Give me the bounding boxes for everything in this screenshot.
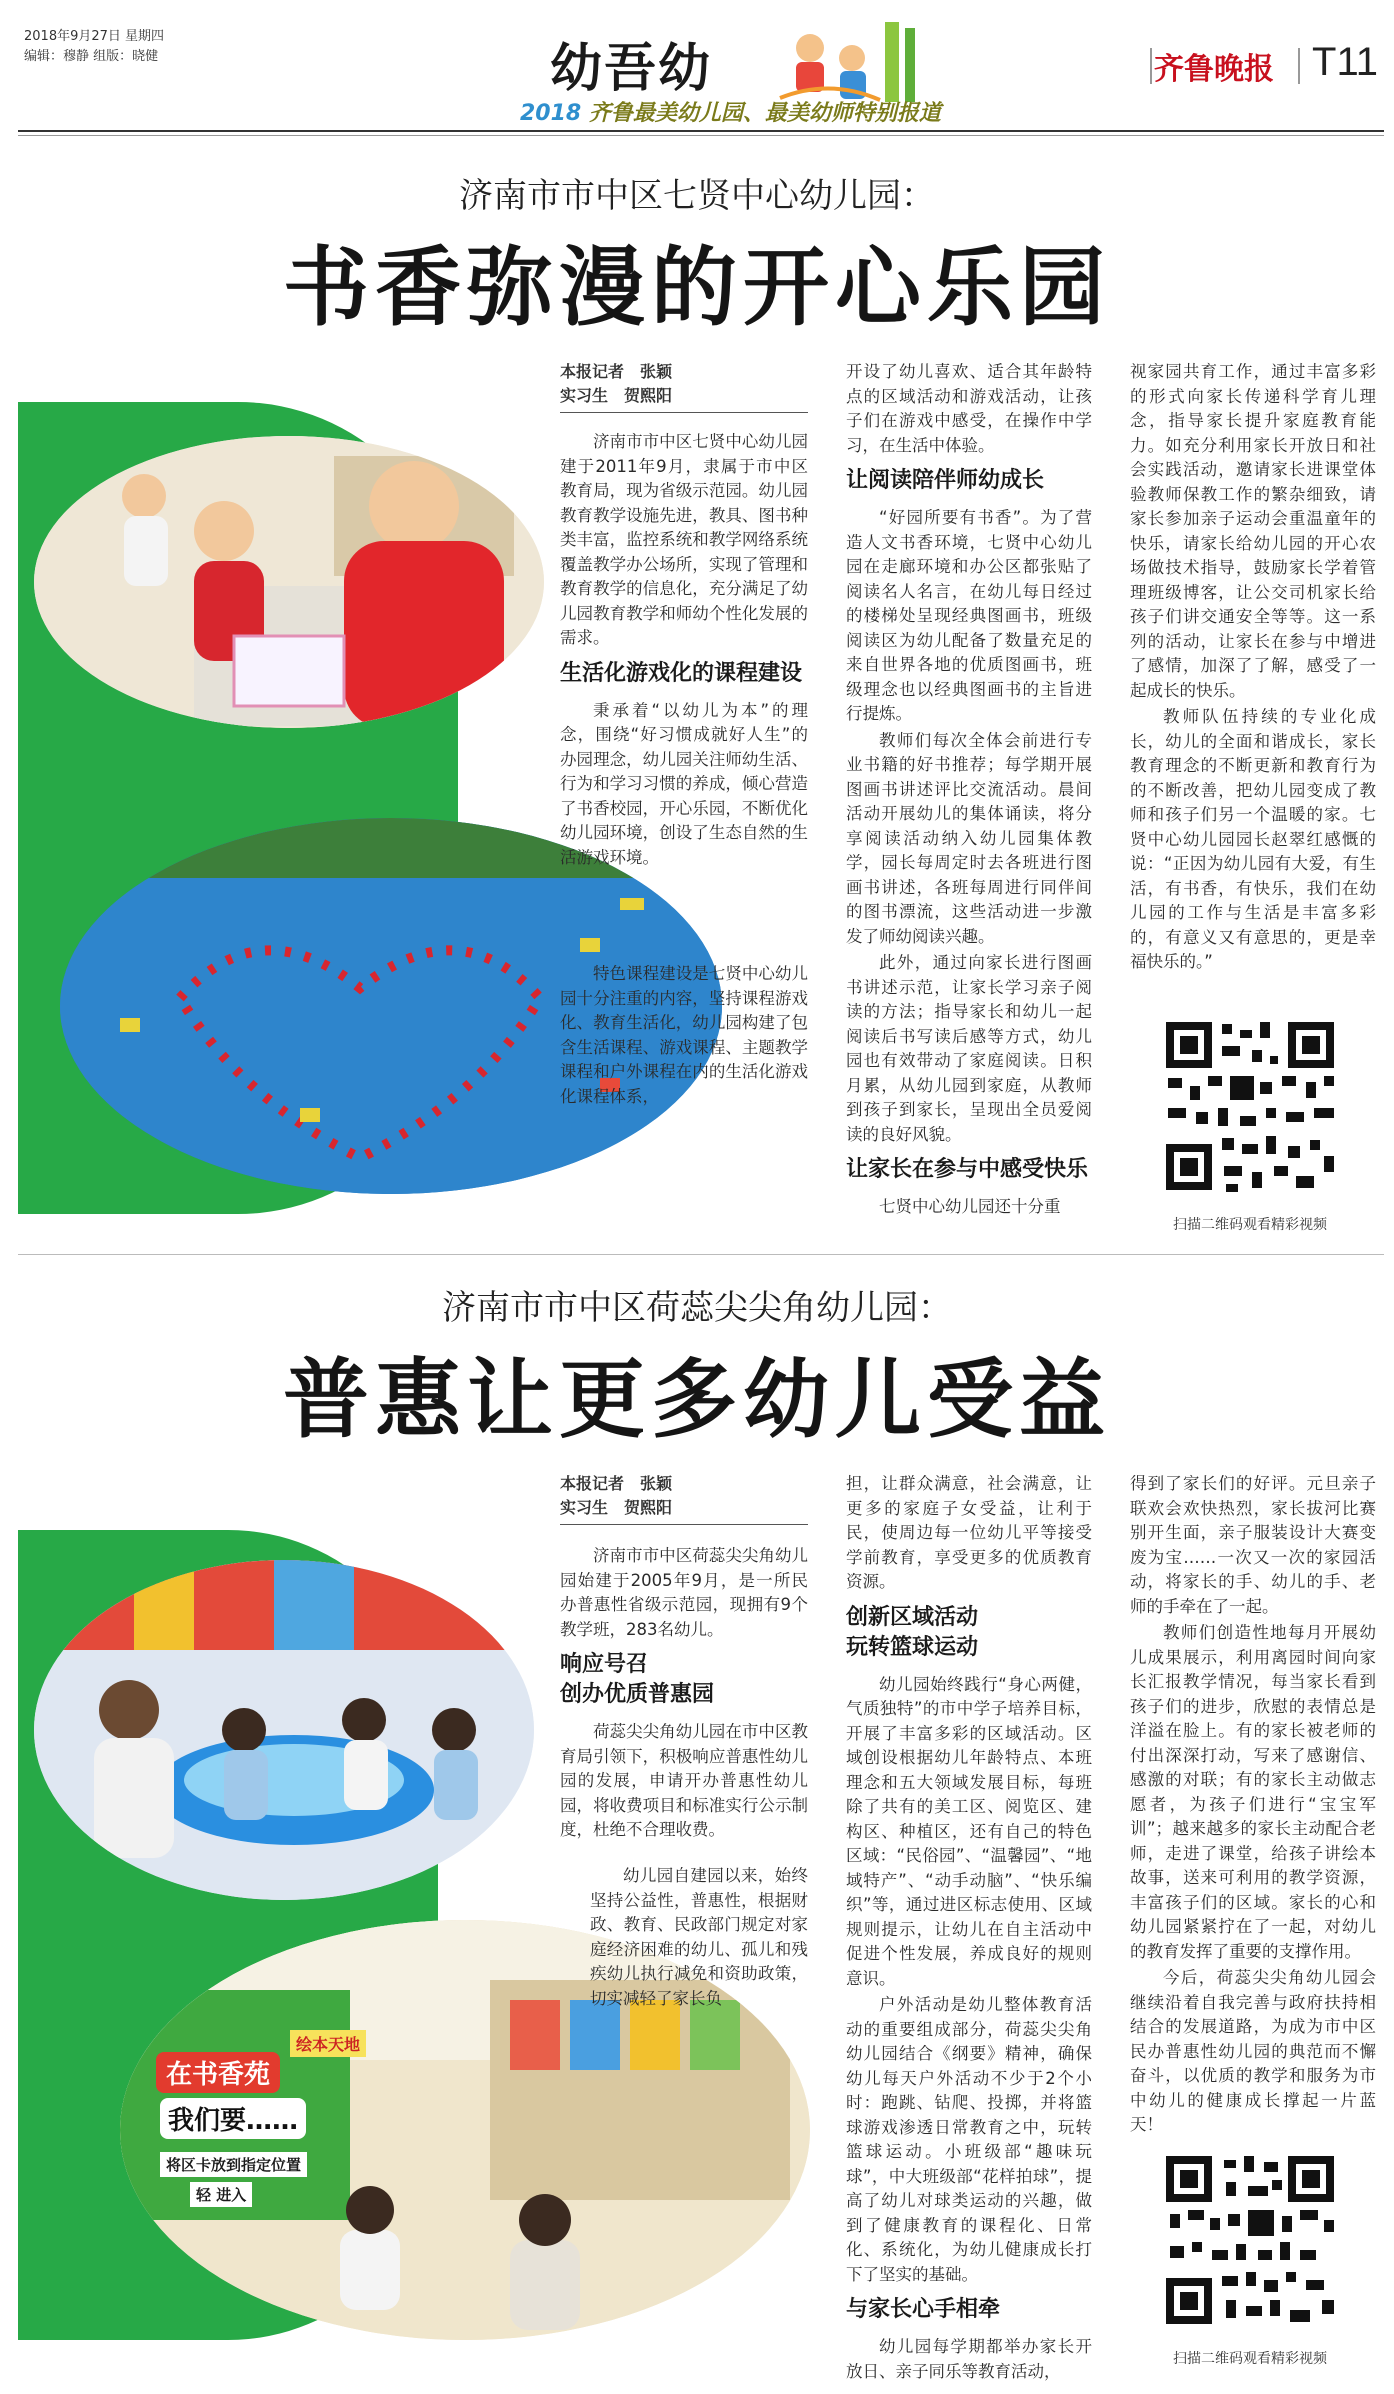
article2-para: 教师们创造性地每月开展幼儿成果展示，利用离园时间向家长汇报教学情况，每当家长看到孩子们的进步，欣慰的表情总是洋溢在脸上。有的家长被老师的付出深深打动，写来了感谢信、感激的对联；有的家长主动做志愿者，为孩子们进行“宝宝军训”；越来越多的家长主动配合老师，走进了课堂，给孩子讲绘本故事，送来可利用的教学资源，丰富孩子们的区域。家长的心和幼儿园紧紧拧在了一起，对幼儿的教育发挥了重要的支撑作用。: [1130, 1623, 1376, 1961]
article2-para: 幼儿园自建园以来，始终坚持公益性，普惠性，根据财政、教育、民政部门规定对家庭经济困难的幼儿、孤儿和残疾幼儿执行减免和资助政策，切实减轻了家长负: [590, 1866, 808, 2008]
article1-subhead: 生活化游戏化的课程建设: [560, 660, 803, 686]
children-illustration-icon: [770, 18, 940, 108]
article1-column1-top: [560, 430, 808, 872]
article1-subhead: 让家长在参与中感受快乐: [846, 1157, 1089, 1182]
article2-para: 担，让群众满意，社会满意，让更多的家庭子女受益，让利于民，使周边每一位幼儿平等接受学前教育，享受更多的优质教育资源。: [846, 1474, 1092, 1591]
issue-date: 2018年9月27日 星期四: [24, 29, 165, 44]
article1-para: 七贤中心幼儿园还十分重: [879, 1197, 1061, 1216]
qr-caption: 扫描二维码观看精彩视频: [1173, 2351, 1327, 2367]
article2-column1-bottom: [590, 1864, 808, 2013]
qr-code-icon[interactable]: [1160, 1016, 1340, 1196]
article1-para: 教师队伍持续的专业化成长，幼儿的全面和谐成长，家长教育理念的不断更新和教育行为的不断改善，把幼儿园变成了教师和孩子们另一个温暖的家。七贤中心幼儿园园长赵翠红感慨的说：“正因为幼儿园有大爱，有生活，有书香，有快乐，我们在幼儿园的工作与生活是丰富多彩的，有意义又有意思的，更是幸福快乐的。”: [1130, 707, 1376, 971]
column-title: 幼吾幼: [550, 38, 713, 99]
article2-column3: [1130, 1472, 1376, 2140]
article2-para: 今后，荷蕊尖尖角幼儿园会继续沿着自我完善与政府扶持相结合的发展道路，为成为市中区民办普惠性幼儿园的典范而不懈奋斗，以优质的教学和服务为市中幼儿的健康成长撑起一片蓝天！: [1130, 1968, 1376, 2134]
sign-card-rule: 将区卡放到指定位置: [160, 2152, 307, 2177]
article2-para: 荷蕊尖尖角幼儿园在市中区教育局引领下，积极响应普惠性幼儿园的发展，申请开办普惠性幼儿园，将收费项目和标准实行公示制度，杜绝不合理收费。: [560, 1722, 808, 1839]
article1-para: 秉承着“以幼儿为本”的理念，围绕“好习惯成就好人生”的办园理念，幼儿园关注师幼生活、行为和学习习惯的养成，倾心营造了书香校园，开心乐园，不断优化幼儿园环境，创设了生态自然的生活游戏环境。: [560, 700, 808, 867]
page-number: T11: [1312, 40, 1378, 84]
byline-rule: [560, 1524, 808, 1525]
article1-para: 特色课程建设是七贤中心幼儿园十分注重的内容，坚持课程游戏化、教育生活化，幼儿园构建了包含生活课程、游戏课程、主题教学课程和户外课程在内的生活化游戏化课程体系，: [560, 964, 808, 1106]
sign-reading-garden: 在书香苑: [156, 2052, 280, 2093]
article2-subhead: 创新区域活动: [846, 1604, 979, 1630]
article2-subhead: 与家长心手相牵: [846, 2297, 1001, 2322]
column-subtitle-year: 2018: [520, 101, 582, 126]
article1-para: 济南市市中区七贤中心幼儿园建于2011年9月，隶属于市中区教育局，现为省级示范园。幼儿园教育教学设施先进，教具、图书种类丰富，监控系统和教学网络系统覆盖教学办公场所，实现了管理和教育教学的信息化，充分满足了幼儿园教育教学和师幼个性化发展的需求。: [560, 432, 808, 647]
article2-column2: [846, 1472, 1092, 2386]
article2-column1: [560, 1544, 808, 1845]
header-divider: [1150, 48, 1152, 84]
sign-enter-quietly: 轻 进入: [190, 2182, 252, 2207]
article2-headline: 普惠让更多幼儿受益: [283, 1350, 1111, 1450]
article2-subhead: 创办优质普惠园: [560, 1682, 715, 1707]
photo-illustration: [34, 436, 544, 728]
qr-code-icon[interactable]: [1160, 2150, 1340, 2330]
article2-kicker: 济南市市中区荷蕊尖尖角幼儿园：: [442, 1288, 952, 1328]
article2-para: 幼儿园每学期都举办家长开放日、亲子同乐等教育活动，: [846, 2337, 1092, 2381]
article1-kicker: 济南市市中区七贤中心幼儿园：: [459, 176, 935, 216]
sign-picture-book-corner: 绘本天地: [290, 2030, 366, 2057]
qr-code-graphic: [1160, 2150, 1340, 2330]
article2-byline: [560, 1472, 808, 1533]
editor-credits: 编辑：穆静 组版：晓健: [24, 49, 159, 64]
children-reading-photo: [34, 436, 544, 728]
qr-caption: 扫描二维码观看精彩视频: [1173, 1217, 1327, 1233]
article1-headline: 书香弥漫的开心乐园: [283, 238, 1111, 338]
article1-para: 开设了幼儿喜欢、适合其年龄特点的区域活动和游戏活动，让孩子们在游戏中感受，在操作中学习，在生活中体验。: [846, 362, 1092, 455]
article2-para: 济南市市中区荷蕊尖尖角幼儿园始建于2005年9月，是一所民办普惠性省级示范园，现拥有9个教学班，283名幼儿。: [560, 1546, 808, 1639]
column-subtitle: [520, 96, 941, 127]
article2-para: 得到了家长们的好评。元旦亲子联欢会欢快热烈，家长拔河比赛别开生面，亲子服装设计大赛变废为宝……一次又一次的家园活动，将家长的手、幼儿的手、老师的手牵在了一起。: [1130, 1474, 1376, 1616]
article1-intern: 实习生 贺熙阳: [560, 386, 673, 405]
column-masthead: [520, 18, 970, 126]
header-rule: [18, 130, 1384, 132]
article1-column2: [846, 360, 1092, 1222]
header-divider: [1298, 48, 1300, 84]
byline-rule: [560, 412, 808, 413]
article2-reporter: 本报记者 张颖: [560, 1474, 673, 1493]
article1-column3: [1130, 360, 1376, 977]
column-subtitle-text: 齐鲁最美幼儿园、最美幼师特别报道: [588, 101, 941, 126]
photo-illustration: [34, 1560, 534, 1900]
article2-subhead: 玩转篮球运动: [846, 1634, 979, 1660]
newspaper-brand: 齐鲁晚报: [1154, 52, 1274, 87]
article1-para: 视家园共育工作，通过丰富多彩的形式向家长传递科学育儿理念，指导家长提升家庭教育能力。如充分利用家长开放日和社会实践活动，邀请家长进课堂体验教师保教工作的繁杂细致，请家长参加亲子运动会重温童年的快乐，请家长给幼儿园的开心农场做技术指导，鼓励家长学着管理班级博客，让公交司机家长给孩子们讲交通安全等等。这一系列的活动，让家长在参与中增进了感情，加深了了解，感受了一起成长的快乐。: [1130, 362, 1376, 700]
article1-reporter: 本报记者 张颖: [560, 362, 673, 381]
article1-subhead: 让阅读陪伴师幼成长: [846, 468, 1045, 493]
article2-para: 户外活动是幼儿整体教育活动的重要组成部分，荷蕊尖尖角幼儿园结合《纲要》精神，确保幼儿每天户外活动不少于2个小时：跑跳、钻爬、投掷，并将篮球游戏渗透日常教育之中，玩转篮球运动。小班级部“趣味玩球”，中大班级部“花样拍球”，提高了幼儿对球类运动的兴趣，做到了健康教育的课程化、日常化、系统化，为幼儿健康成长打下了坚实的基础。: [846, 1995, 1092, 2284]
children-water-play-photo: [34, 1560, 534, 1900]
article1-para: “好园所要有书香”。为了营造人文书香环境，七贤中心幼儿园在走廊环境和办公区都张贴了阅读名人名言，在幼儿每日经过的楼梯处呈现经典图画书，班级阅读区为幼儿配备了数量充足的来自世界各地的优质图画书，班级理念也以经典图画书的主旨进行提炼。: [846, 508, 1092, 723]
article2-para: 幼儿园始终践行“身心两健，气质独特”的市中学子培养目标，开展了丰富多彩的区域活动。区域创设根据幼儿年龄特点、本班理念和五大领域发展目标，每班除了共有的美工区、阅览区、建构区、种植区，还有自己的特色区域：“民俗园”、“温馨园”、“地域特产”、“动手动脑”、“快乐编织”等，通过进区标志使用、区域规则提示，让幼儿在自主活动中促进个性发展，养成良好的规则意识。: [846, 1674, 1092, 1988]
article1-para: 教师们每次全体会前进行专业书籍的好书推荐；每学期开展图画书讲述评比交流活动。晨间活动开展幼儿的集体诵读，将分享阅读活动纳入幼儿园集体教学，园长每周定时去各班进行图画书讲述，各班每周进行同伴间的图书漂流，这些活动进一步激发了师幼阅读兴趣。: [846, 730, 1092, 946]
header-rule-thin: [18, 135, 1384, 136]
sign-we-want: 我们要……: [160, 2098, 306, 2139]
article1-column1-bottom: [560, 962, 808, 1111]
article1-byline: [560, 360, 808, 421]
article-divider: [18, 1254, 1384, 1255]
qr-code-graphic: [1160, 1016, 1340, 1196]
article1-para: 此外，通过向家长进行图画书讲述示范，让家长学习亲子阅读的方法；指导家长和幼儿一起阅读后书写读后感等方式，幼儿园也有效带动了家庭阅读。日积月累，从幼儿园到家庭，从教师到孩子到家长，呈现出全员爱阅读的良好风貌。: [846, 953, 1092, 1144]
article2-subhead: 响应号召: [560, 1652, 649, 1677]
article2-intern: 实习生 贺熙阳: [560, 1498, 673, 1517]
